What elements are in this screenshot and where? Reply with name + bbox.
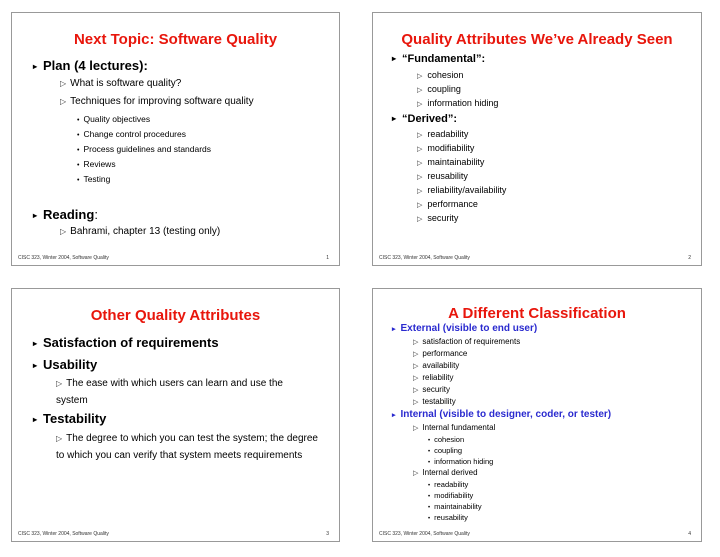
item-coupling: ▷ coupling xyxy=(417,84,461,94)
slide-1 xyxy=(11,12,340,266)
hollow-triangle-icon: ▷ xyxy=(413,363,419,370)
hollow-triangle-icon: ▷ xyxy=(417,188,423,195)
item-reliability-availability: ▷ reliability/availability xyxy=(417,185,507,195)
triangle-bullet-icon: ▸ xyxy=(392,412,396,419)
item-maintainability: • maintainability xyxy=(428,502,482,511)
item-change-control: • Change control procedures xyxy=(77,129,186,139)
slide-title: Quality Attributes We’ve Already Seen xyxy=(401,31,673,48)
item-information-hiding: ▷ information hiding xyxy=(417,98,499,108)
hollow-triangle-icon: ▷ xyxy=(417,146,423,153)
dot-bullet-icon: • xyxy=(428,483,431,489)
item-reusability: • reusability xyxy=(428,513,468,522)
sub-text: Techniques for improving software quality xyxy=(70,96,254,107)
triangle-bullet-icon: ▸ xyxy=(33,211,38,220)
bullet-text: Plan (4 lectures): xyxy=(43,58,148,73)
slide-number: 1 xyxy=(326,255,329,261)
item-readability: ▷ readability xyxy=(417,129,469,139)
slide-footer: CISC 323, Winter 2004, Software Quality xyxy=(18,255,109,261)
item-cohesion: ▷ cohesion xyxy=(417,70,464,80)
hollow-triangle-icon: ▷ xyxy=(417,101,423,108)
hollow-triangle-icon: ▷ xyxy=(56,379,63,388)
hollow-triangle-icon: ▷ xyxy=(417,87,423,94)
slide-number: 4 xyxy=(688,531,691,537)
dot-bullet-icon: • xyxy=(428,494,431,500)
slide-title: A Different Classification xyxy=(448,305,626,322)
bullet-derived: ▸ “Derived”: xyxy=(392,113,458,125)
bullet-plan xyxy=(33,58,148,73)
internal-derived-heading: ▷ Internal derived xyxy=(413,468,478,477)
internal-fundamental-heading: ▷ Internal fundamental xyxy=(413,423,496,432)
hollow-triangle-icon: ▷ xyxy=(413,470,419,477)
item-coupling: • coupling xyxy=(428,446,463,455)
item-performance: ▷ performance xyxy=(413,349,468,358)
hollow-triangle-icon: ▷ xyxy=(417,216,423,223)
hollow-triangle-icon: ▷ xyxy=(413,399,419,406)
slide-title: Other Quality Attributes xyxy=(90,307,261,324)
dot-bullet-icon: • xyxy=(428,449,431,455)
item-modifiability: ▷ modifiability xyxy=(417,143,475,153)
dot-bullet-icon: • xyxy=(77,132,80,139)
hollow-triangle-icon: ▷ xyxy=(417,174,423,181)
sub-text: Bahrami, chapter 13 (testing only) xyxy=(70,226,221,237)
triangle-bullet-icon: ▸ xyxy=(33,62,38,71)
triangle-bullet-icon: ▸ xyxy=(392,114,397,123)
bullet-text: Reading xyxy=(43,207,95,222)
dot-bullet-icon: • xyxy=(77,162,80,169)
item-quality-objectives: • Quality objectives xyxy=(77,114,151,124)
hollow-triangle-icon: ▷ xyxy=(417,202,423,209)
item-satisfaction: ▷ satisfaction of requirements xyxy=(413,337,521,346)
triangle-bullet-icon: ▸ xyxy=(33,415,38,424)
sub-techniques xyxy=(60,96,254,107)
bullet-satisfaction: ▸ Satisfaction of requirements xyxy=(33,335,219,350)
bullet-reading: ▸ Reading: xyxy=(33,207,98,222)
slide-footer: CISC 323, Winter 2004, Software Quality xyxy=(18,531,109,537)
dot-bullet-icon: • xyxy=(428,516,431,522)
item-cohesion: • cohesion xyxy=(428,435,465,444)
dot-bullet-icon: • xyxy=(77,147,80,154)
slide-footer: CISC 323, Winter 2004, Software Quality xyxy=(379,255,470,261)
item-reviews: • Reviews xyxy=(77,159,116,169)
hollow-triangle-icon: ▷ xyxy=(56,434,63,443)
bullet-internal: ▸ Internal (visible to designer, coder, or tester) xyxy=(392,409,612,420)
hollow-triangle-icon: ▷ xyxy=(413,387,419,394)
item-testability: ▷ testability xyxy=(413,397,456,406)
hollow-triangle-icon: ▷ xyxy=(417,73,423,80)
dot-bullet-icon: • xyxy=(77,177,80,184)
item-security: ▷ security xyxy=(417,213,459,223)
dot-bullet-icon: • xyxy=(428,505,431,511)
slide-number: 3 xyxy=(326,531,329,537)
hollow-triangle-icon: ▷ xyxy=(60,79,67,88)
hollow-triangle-icon: ▷ xyxy=(413,375,419,382)
usability-description: ▷ The ease with which users can learn and use the system xyxy=(56,378,283,406)
hollow-triangle-icon: ▷ xyxy=(60,227,67,236)
item-modifiability: • modifiability xyxy=(428,491,474,500)
hollow-triangle-icon: ▷ xyxy=(413,425,419,432)
slide-number: 2 xyxy=(688,255,691,261)
hollow-triangle-icon: ▷ xyxy=(413,351,419,358)
hollow-triangle-icon: ▷ xyxy=(417,132,423,139)
bullet-usability: ▸ Usability xyxy=(33,357,98,372)
slide-footer: CISC 323, Winter 2004, Software Quality xyxy=(379,531,470,537)
hollow-triangle-icon: ▷ xyxy=(60,97,67,106)
testability-description: ▷ The degree to which you can test the system; the degree to which you can verify that system meets requirements xyxy=(56,433,318,461)
bullet-testability: ▸ Testability xyxy=(33,411,107,426)
sub-bahrami xyxy=(60,226,220,237)
item-security: ▷ security xyxy=(413,385,450,394)
triangle-bullet-icon: ▸ xyxy=(33,361,38,370)
sub-text: What is software quality? xyxy=(70,78,182,89)
item-testing: • Testing xyxy=(77,174,111,184)
bullet-external: ▸ External (visible to end user) xyxy=(392,323,538,334)
item-process-guidelines: • Process guidelines and standards xyxy=(77,144,212,154)
hollow-triangle-icon: ▷ xyxy=(413,339,419,346)
dot-bullet-icon: • xyxy=(428,460,431,466)
item-reusability: ▷ reusability xyxy=(417,171,468,181)
triangle-bullet-icon: ▸ xyxy=(33,339,38,348)
triangle-bullet-icon: ▸ xyxy=(392,326,396,333)
item-readability: • readability xyxy=(428,480,469,489)
sub-what xyxy=(60,78,181,89)
item-reliability: ▷ reliability xyxy=(413,373,454,382)
item-availability: ▷ availability xyxy=(413,361,460,370)
item-performance: ▷ performance xyxy=(417,199,478,209)
bullet-fundamental: ▸ “Fundamental”: xyxy=(392,53,486,65)
slide-2 xyxy=(372,12,702,266)
dot-bullet-icon: • xyxy=(428,438,431,444)
triangle-bullet-icon: ▸ xyxy=(392,54,397,63)
slide-4 xyxy=(372,288,702,542)
item-information-hiding: • information hiding xyxy=(428,457,494,466)
slide-title: Next Topic: Software Quality xyxy=(73,31,278,48)
hollow-triangle-icon: ▷ xyxy=(417,160,423,167)
item-maintainability: ▷ maintainability xyxy=(417,157,485,167)
slide-3 xyxy=(11,288,340,542)
dot-bullet-icon: • xyxy=(77,117,80,124)
